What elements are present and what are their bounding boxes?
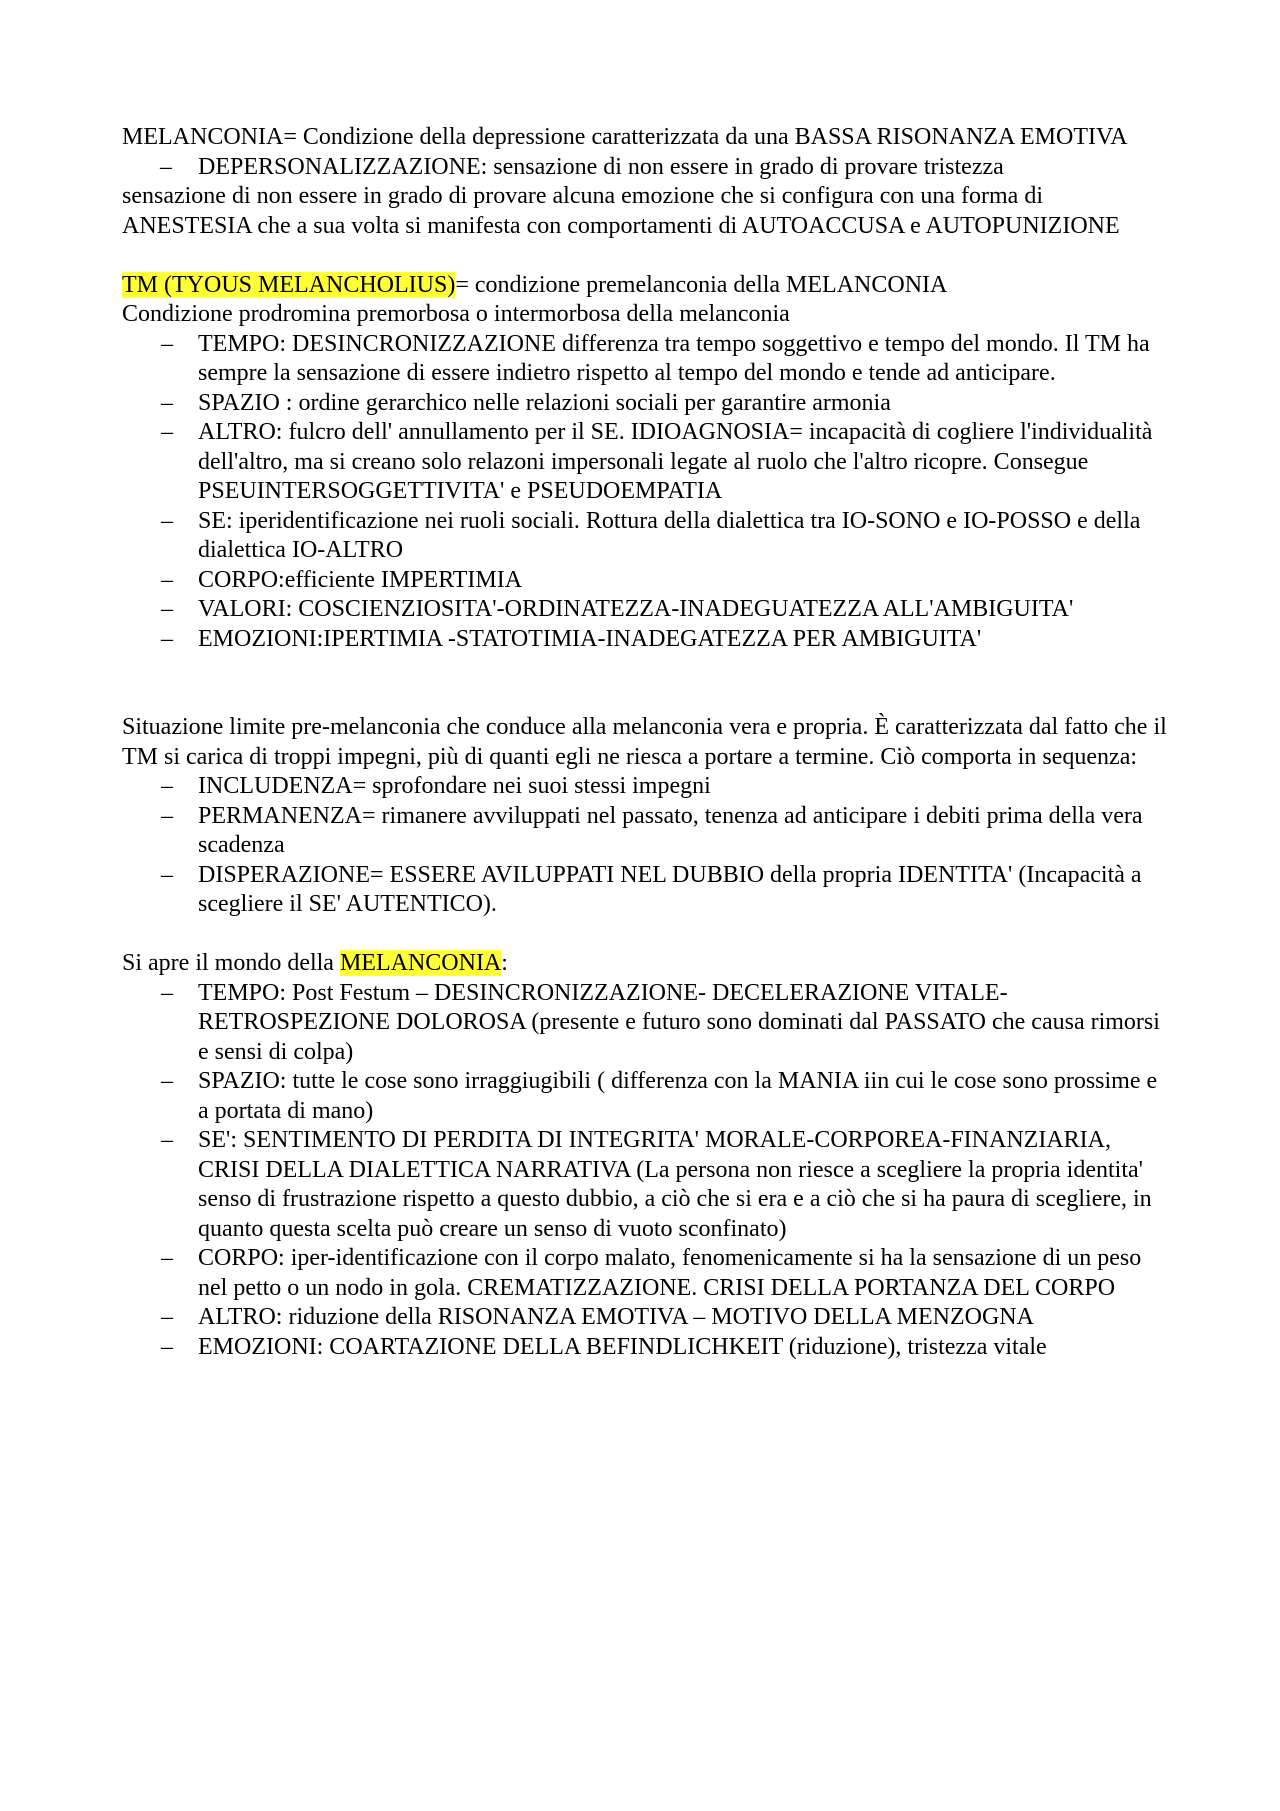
dash-bullet: – bbox=[161, 625, 173, 652]
dash-bullet: – bbox=[161, 1333, 173, 1360]
dash-bullet: – bbox=[161, 1304, 173, 1330]
tm-heading bbox=[122, 271, 1172, 301]
list-item-text: SE: iperidentificazione nei ruoli sociali. Rottura della dialettica tra IO-SONO e IO-POSSO e della dialettica IO-ALTRO bbox=[198, 507, 1141, 563]
blank-line bbox=[122, 920, 1172, 950]
dash-bullet: – bbox=[161, 330, 173, 357]
situazione-limite-paragraph: Situazione limite pre-melanconia che conduce alla melanconia vera e propria. È caratterizzata dal fatto che il TM si carica di troppi impegni, più di quanti egli ne riesca a portare a termine. Ciò comporta in sequenza: bbox=[122, 714, 1167, 770]
list-item-text: EMOZIONI: COARTAZIONE DELLA BEFINDLICHKEIT (riduzione), tristezza vitale bbox=[198, 1333, 1047, 1360]
list-item-text: DISPERAZIONE= ESSERE AVILUPPATI NEL DUBBIO della propria IDENTITA' (Incapacità a scegliere il SE' AUTENTICO). bbox=[198, 861, 1142, 917]
list-item bbox=[122, 772, 1172, 802]
list-item-text: TEMPO: DESINCRONIZZAZIONE differenza tra tempo soggettivo e tempo del mondo. Il TM ha sempre la sensazione di essere indietro rispetto al tempo del mondo e tende ad anticipare. bbox=[198, 330, 1150, 386]
list-item bbox=[122, 507, 1172, 566]
list-item-text: TEMPO: Post Festum – DESINCRONIZZAZIONE- DECELERAZIONE VITALE-RETROSPEZIONE DOLOROSA (presente e futuro sono dominati dal PASSATO che causa rimorsi e sensi di colpa) bbox=[198, 979, 1160, 1065]
list-item-text: EMOZIONI:IPERTIMIA -STATOTIMIA-INADEGATEZZA PER AMBIGUITA' bbox=[198, 625, 982, 652]
tm-subheading: Condizione prodromina premorbosa o intermorbosa della melanconia bbox=[122, 301, 790, 327]
tm-heading-rest: = condizione premelanconia della MELANCONIA bbox=[455, 271, 948, 298]
dash-bullet: – bbox=[161, 1127, 173, 1153]
list-item bbox=[122, 1126, 1172, 1244]
list-item bbox=[122, 1067, 1172, 1126]
dash-bullet: – bbox=[161, 507, 173, 534]
list-item bbox=[122, 979, 1172, 1068]
list-item-text: SPAZIO : ordine gerarchico nelle relazioni sociali per garantire armonia bbox=[198, 389, 891, 416]
depersonalizzazione-item bbox=[122, 153, 1172, 183]
list-item-text: ALTRO: riduzione della RISONANZA EMOTIVA – MOTIVO DELLA MENZOGNA bbox=[198, 1304, 1034, 1330]
list-item-text: SPAZIO: tutte le cose sono irraggiugibili ( differenza con la MANIA iin cui le cose sono prossime e a portata di mano) bbox=[198, 1068, 1158, 1124]
dash-bullet: – bbox=[161, 389, 173, 416]
list-item bbox=[122, 418, 1172, 507]
list-item-text: CORPO:efficiente IMPERTIMIA bbox=[198, 566, 523, 593]
dash-bullet: – bbox=[161, 1068, 173, 1094]
list-item-text: ALTRO: fulcro dell' annullamento per il SE. IDIOAGNOSIA= incapacità di cogliere l'individualità dell'altro, ma si creano solo relazoni impersonali legate al ruolo che l'altro ricopre. Consegue PSEUINTERSOGGETTIVITA' e PSEUDOEMPATIA bbox=[198, 419, 1153, 504]
melanconia-definition: MELANCONIA= Condizione della depressione caratterizzata da una BASSA RISONANZA EMOTIVA bbox=[122, 124, 1128, 150]
dash-bullet: – bbox=[161, 596, 173, 622]
list-item bbox=[122, 861, 1172, 920]
depersonalizzazione-continuation: sensazione di non essere in grado di provare alcuna emozione che si configura con una forma di ANESTESIA che a sua volta si manifesta con comportamenti di AUTOACCUSA e AUTOPUNIZIONE bbox=[122, 183, 1120, 239]
list-item bbox=[122, 1303, 1172, 1333]
dash-bullet: – bbox=[161, 861, 173, 888]
dash-bullet: – bbox=[161, 802, 173, 829]
list-item bbox=[122, 330, 1172, 389]
list-item bbox=[122, 566, 1172, 596]
document-body bbox=[122, 123, 1172, 1362]
dash-bullet: – bbox=[161, 1245, 173, 1271]
list-item-text: INCLUDENZA= sprofondare nei suoi stessi impegni bbox=[198, 773, 711, 799]
heading-prefix: Si apre il mondo della bbox=[122, 950, 340, 976]
sequence-list bbox=[122, 772, 1172, 920]
list-item-text: PERMANENZA= rimanere avviluppati nel passato, tenenza ad anticipare i debiti prima della vera scadenza bbox=[198, 802, 1143, 858]
melanconia-list bbox=[122, 979, 1172, 1363]
dash-bullet: – bbox=[161, 566, 173, 593]
melanconia-world-heading bbox=[122, 949, 1172, 979]
dash-bullet: – bbox=[161, 773, 173, 799]
dash-bullet: – bbox=[161, 419, 173, 445]
list-item bbox=[122, 625, 1172, 655]
list-item bbox=[122, 389, 1172, 419]
list-item-text: SE': SENTIMENTO DI PERDITA DI INTEGRITA' MORALE-CORPOREA-FINANZIARIA, CRISI DELLA DIALETTICA NARRATIVA (La persona non riesce a scegliere la propria identita' senso di frustrazione rispetto a questo dubbio, a ciò che si era e a ciò che si ha paura di scegliere, in quanto questa scelta può creare un senso di vuoto sconfinato) bbox=[198, 1127, 1152, 1242]
heading-suffix: : bbox=[501, 950, 508, 976]
melanconia-highlight: MELANCONIA bbox=[339, 950, 502, 976]
list-item bbox=[122, 595, 1172, 625]
blank-lines bbox=[122, 654, 1172, 713]
list-item bbox=[122, 802, 1172, 861]
dash-bullet: – bbox=[161, 979, 173, 1006]
tm-highlight: TM (TYOUS MELANCHOLIUS) bbox=[122, 271, 456, 298]
list-item bbox=[122, 1333, 1172, 1363]
dash-bullet: – bbox=[160, 153, 172, 180]
list-item bbox=[122, 1244, 1172, 1303]
blank-line bbox=[122, 241, 1172, 271]
tm-list bbox=[122, 330, 1172, 655]
list-item-text: CORPO: iper-identificazione con il corpo malato, fenomenicamente si ha la sensazione di un peso nel petto o un nodo in gola. CREMATIZZAZIONE. CRISI DELLA PORTANZA DEL CORPO bbox=[198, 1245, 1142, 1301]
list-item-text: VALORI: COSCIENZIOSITA'-ORDINATEZZA-INADEGUATEZZA ALL'AMBIGUITA' bbox=[198, 596, 1074, 622]
depersonalizzazione-text: DEPERSONALIZZAZIONE: sensazione di non essere in grado di provare tristezza bbox=[198, 153, 1004, 180]
